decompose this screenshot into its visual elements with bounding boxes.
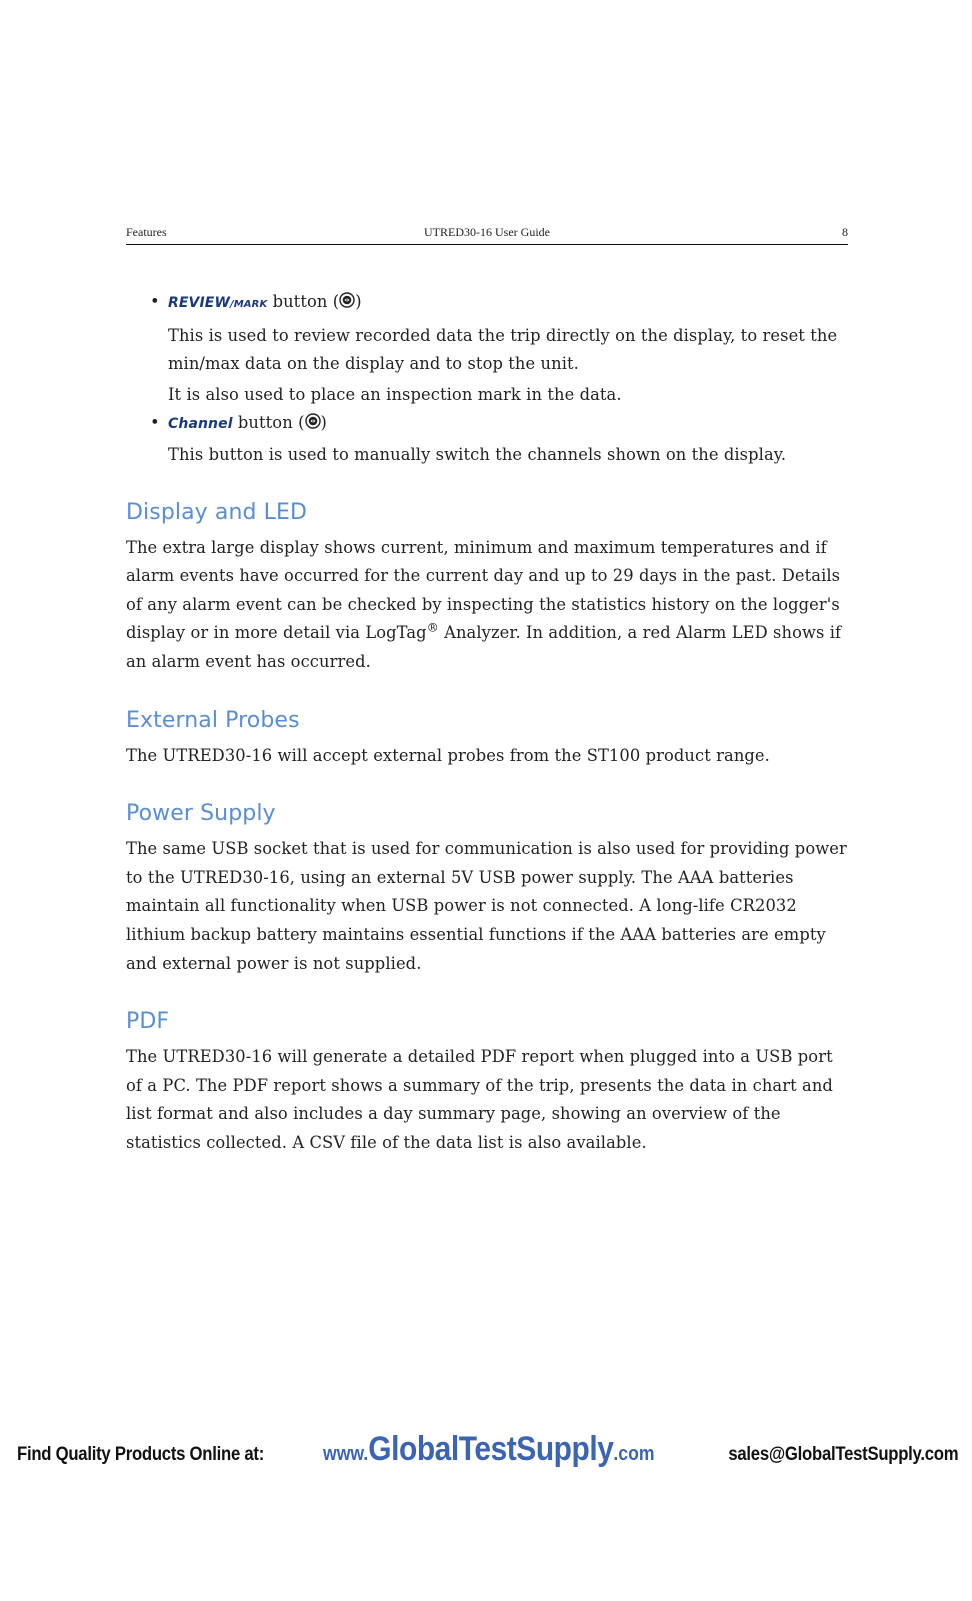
list-item-channel [126, 409, 850, 469]
review-keyword: REVIEW/MARK [168, 295, 268, 311]
review-description: This is used to review recorded data the trip directly on the display, to reset the min/max data on the display and to stop the unit. [168, 325, 838, 374]
review-mark-description: It is also used to place an inspection mark in the data. [168, 384, 622, 404]
channel-button-heading: Channel button ( ) [168, 409, 850, 439]
channel-button-icon [305, 410, 321, 439]
button-list [126, 288, 850, 470]
bullet-dot: • [150, 413, 160, 433]
channel-keyword: Channel [168, 416, 233, 433]
page-content [126, 288, 850, 1157]
review-button-heading: REVIEW/MARK button ( ) [168, 288, 850, 320]
display-paragraph: The extra large display shows current, minimum and maximum temperatures and if alarm events have occurred for the current day and up to 29 days in the past. Details of any alarm event can be checked by inspecting the statistics history on the logger's display or in more detail via LogTag® Analyzer. In addition, a red Alarm LED shows if an alarm event has occurred. [126, 537, 842, 671]
footer-banner [0, 1430, 972, 1480]
list-item-review [126, 288, 850, 409]
probes-paragraph: The UTRED30-16 will accept external probes from the ST100 product range. [126, 745, 770, 765]
review-button-word: button ( [272, 292, 340, 311]
channel-button-word: button ( [237, 413, 305, 433]
heading-display-and-led: Display and LED [126, 499, 308, 525]
pdf-paragraph: The UTRED30-16 will generate a detailed PDF report when plugged into a USB port of a PC. The PDF report shows a summary of the trip, presents the data in chart and list format and also includes a day summary page, showing an overview of the statistics collected. A CSV file of the data list is also available. [126, 1047, 833, 1152]
heading-pdf: PDF [126, 1009, 170, 1035]
page-header [126, 224, 848, 245]
heading-power-supply: Power Supply [126, 801, 276, 827]
power-paragraph: The same USB socket that is used for communication is also used for providing power to the UTRED30-16, using an external 5V USB power supply. The AAA batteries maintain all functionality when USB power is not connected. A long-life CR2032 lithium backup battery maintains essential functions if the AAA batteries are empty and external power is not supplied. [126, 839, 847, 973]
registered-mark: ® [426, 620, 439, 635]
heading-external-probes: External Probes [126, 707, 300, 733]
header-page-number: 8 [842, 225, 848, 239]
footer-find-text: Find Quality Products Online at: [17, 1444, 265, 1465]
header-document-title: UTRED30-16 User Guide [424, 225, 550, 239]
footer-email-link[interactable]: sales@GlobalTestSupply.com [728, 1444, 958, 1465]
channel-description: This button is used to manually switch the channels shown on the display. [168, 444, 787, 464]
footer-website-link[interactable]: www.GlobalTestSupply.com [323, 1430, 655, 1468]
review-button-icon [339, 289, 355, 318]
bullet-dot: • [150, 292, 160, 311]
header-section-name: Features [126, 225, 167, 239]
